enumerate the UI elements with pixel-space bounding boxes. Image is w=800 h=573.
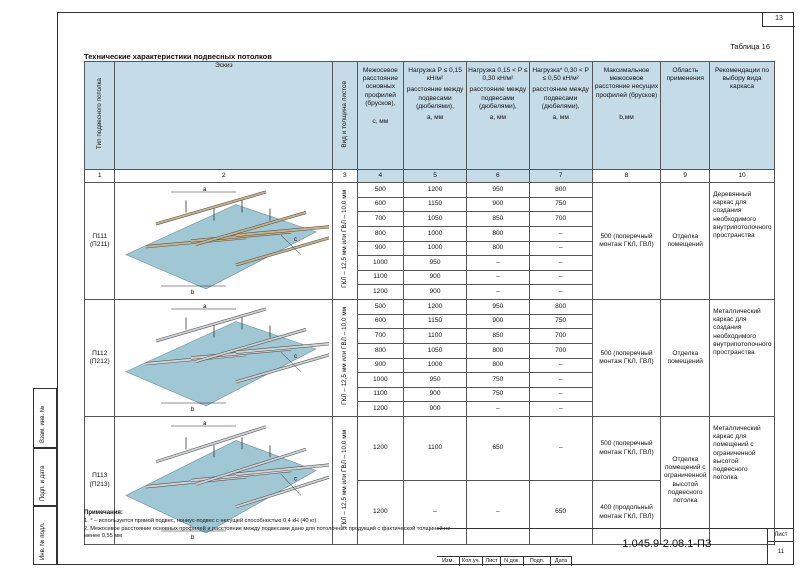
sketch-cell	[115, 183, 333, 300]
value-cell: 900	[357, 241, 404, 256]
value-cell: 1100	[357, 387, 404, 402]
value-cell: 500	[357, 300, 404, 315]
stamp-cell: Дата	[551, 557, 572, 566]
side-box-3	[33, 506, 57, 565]
table-title: Технические характеристики подвесных потолков	[84, 52, 272, 61]
table-number: Таблица 16	[730, 42, 770, 51]
value-cell: 700	[357, 212, 404, 227]
value-cell: 1200	[357, 402, 404, 417]
value-cell: –	[529, 402, 592, 417]
note-2: 2. Межосевое расстояние основных профилей и расстояние между подвесами дано для потолочных продукций с фактической толщиной не менее 0,55 мм	[84, 525, 451, 540]
value-cell: 800	[466, 358, 529, 373]
value-cell: 900	[357, 358, 404, 373]
sheet-cell	[333, 183, 357, 300]
stamp-cell: Изм.	[437, 557, 460, 566]
value-cell: 650	[466, 417, 529, 481]
value-cell: –	[529, 358, 592, 373]
document-code: 1.045.9-2.08.1-ПЗ	[622, 538, 712, 550]
value-cell: 750	[529, 314, 592, 329]
b-value: 400 (продольный монтаж ГКЛ, ГВЛ)	[592, 481, 661, 545]
page-number: 13	[762, 12, 795, 27]
side-label: Подп. и дата	[40, 465, 46, 501]
dim-a-label: a	[203, 187, 207, 193]
value-cell: 800	[357, 226, 404, 241]
b-value: 500 (поперечный монтаж ГКЛ, ГВЛ)	[592, 183, 661, 300]
header-a-unit: а, мм	[489, 114, 507, 122]
value-cell: –	[466, 402, 529, 417]
rec-cell: Металлический каркас для помещений с ограниченной высотой подвесного потолка	[710, 417, 775, 545]
value-cell: 950	[466, 183, 529, 198]
value-cell: 800	[357, 343, 404, 358]
value-cell: 1200	[357, 481, 404, 545]
value-cell: 1000	[404, 226, 467, 241]
b-value: 500 (поперечный монтаж ГКЛ, ГВЛ)	[592, 300, 661, 417]
dim-b-label: b	[191, 407, 195, 413]
value-cell: 700	[529, 343, 592, 358]
stamp-cell: Лист	[483, 557, 501, 566]
sketch-1	[116, 301, 329, 415]
value-cell: 950	[404, 256, 467, 271]
ceiling-type: П111 (П211)	[85, 183, 115, 300]
sheet-cell	[333, 300, 357, 417]
value-cell: 800	[466, 226, 529, 241]
value-cell: –	[466, 285, 529, 300]
sheet-text: ГКЛ – 12,5 мм или ГВЛ – 10,0 мм	[340, 429, 348, 528]
value-cell: 800	[466, 343, 529, 358]
side-label: Взам. инв. №	[40, 405, 46, 443]
rec-cell: Деревянный каркас для создания необходимого внутрипотолочного пространства	[710, 183, 775, 300]
stamp-cells	[437, 556, 572, 566]
header-load3: Нагрузка* 0,30 < P ≤ 0,50 кН/м²	[532, 67, 589, 83]
value-cell: 1000	[357, 256, 404, 271]
value-cell: –	[529, 373, 592, 388]
value-cell: 800	[466, 241, 529, 256]
col-number: 10	[710, 170, 775, 183]
value-cell: 900	[404, 270, 467, 285]
dim-c-label: c	[294, 354, 298, 360]
spec-table	[84, 61, 775, 545]
value-cell: 950	[466, 300, 529, 315]
value-cell: 600	[357, 197, 404, 212]
value-cell: 700	[357, 329, 404, 344]
title-block	[437, 528, 794, 566]
value-cell: –	[529, 387, 592, 402]
dim-a-label: a	[203, 304, 207, 310]
sheet-number: 11	[777, 549, 785, 555]
notes	[84, 509, 454, 541]
value-cell: 1000	[357, 373, 404, 388]
value-cell: 900	[404, 387, 467, 402]
sheet-text: ГКЛ – 12,5 мм или ГВЛ – 10,0 мм	[340, 307, 348, 406]
value-cell: 950	[404, 373, 467, 388]
value-cell: 900	[404, 285, 467, 300]
value-cell: 750	[529, 197, 592, 212]
header-load2: Нагрузка 0,15 < P ≤ 0,30 кН/м²	[468, 67, 528, 83]
dim-a-label: a	[203, 421, 207, 427]
header-rec: Рекомендации по выбору вида каркаса	[715, 67, 770, 91]
value-cell: 1000	[404, 241, 467, 256]
col-number: 1	[85, 170, 115, 183]
value-cell: 750	[466, 387, 529, 402]
value-cell: 500	[357, 183, 404, 198]
value-cell: –	[466, 481, 529, 545]
value-cell: –	[529, 270, 592, 285]
value-cell: –	[466, 256, 529, 271]
side-box-1	[33, 388, 57, 448]
col-number: 4	[357, 170, 404, 183]
group-p112	[85, 300, 775, 417]
header-a-label: расстояние между подвесами (дюбелями),	[406, 86, 464, 110]
ceiling-type: П113 (П213)	[85, 417, 115, 545]
sheet-label: Лист	[768, 529, 794, 542]
header-a-label: расстояние между подвесами (дюбелями),	[532, 86, 589, 110]
stamp-cell: Подп.	[524, 557, 551, 566]
value-cell: –	[466, 270, 529, 285]
dim-b-label: b	[191, 290, 195, 296]
dim-b-label: b	[191, 535, 195, 541]
value-cell: –	[529, 417, 592, 481]
value-cell: 1200	[357, 417, 404, 481]
value-cell: 800	[529, 300, 592, 315]
value-cell: 800	[529, 183, 592, 198]
header-a-unit: а, мм	[426, 114, 444, 122]
header-c: Межосевое расстояние основных профилей (брусков),	[362, 67, 398, 107]
header-area: Область применения	[666, 67, 704, 83]
value-cell: 900	[466, 314, 529, 329]
header-b: Максимальное межосевое расстояние несущих профилей (брусков)	[594, 67, 659, 99]
value-cell: 750	[466, 373, 529, 388]
side-box-2	[33, 448, 57, 506]
side-label: Инв. № подл.	[40, 522, 46, 560]
notes-title: Примечания:	[84, 510, 123, 516]
value-cell: 850	[466, 329, 529, 344]
value-cell: 1200	[357, 285, 404, 300]
value-cell: –	[529, 226, 592, 241]
value-cell: 700	[529, 212, 592, 227]
rec-cell: Металлический каркас для создания необходимого внутрипотолочного пространства	[710, 300, 775, 417]
sketch-cell	[115, 300, 333, 417]
ceiling-type: П112 (П212)	[85, 300, 115, 417]
value-cell: –	[529, 241, 592, 256]
sheet-text: ГКЛ – 12,5 мм или ГВЛ – 10,0 мм	[340, 190, 348, 289]
value-cell: 1050	[404, 212, 467, 227]
col-number: 3	[333, 170, 357, 183]
col-number: 2	[115, 170, 333, 183]
stamp-cell: Кол.уч.	[460, 557, 483, 566]
header-c-unit: с, мм	[372, 118, 389, 126]
value-cell: 700	[529, 329, 592, 344]
value-cell: –	[404, 481, 467, 545]
value-cell: –	[529, 285, 592, 300]
value-cell: 1200	[404, 300, 467, 315]
header-load1: Нагрузка P ≤ 0,15 кН/м²	[408, 67, 462, 83]
col-number: 9	[661, 170, 710, 183]
group-p111	[85, 183, 775, 300]
value-cell: 900	[466, 197, 529, 212]
value-cell: 1150	[404, 314, 467, 329]
value-cell: 1200	[404, 183, 467, 198]
dim-c-label: c	[294, 237, 298, 243]
dim-c-label: c	[294, 476, 298, 483]
col-number: 5	[404, 170, 467, 183]
value-cell: 1100	[357, 270, 404, 285]
area-cell: Отделка помещений	[661, 300, 710, 417]
header-b-unit: b,мм	[619, 113, 634, 121]
stamp-cell: N док.	[501, 557, 524, 566]
note-1: 1. * – используется прямой подвес, нониус-подвес с несущей способностью 0,4 кН (40 кг)	[84, 517, 317, 524]
value-cell: 1050	[404, 343, 467, 358]
area-cell: Отделка помещений с ограниченной высотой подвесного потолка	[661, 417, 710, 545]
header-sketch: Эскиз	[115, 62, 333, 170]
value-cell: 1150	[404, 197, 467, 212]
b-value: 500 (поперечный монтаж ГКЛ, ГВЛ)	[592, 417, 661, 481]
col-number: 8	[592, 170, 661, 183]
area-cell: Отделка помещений	[661, 183, 710, 300]
value-cell: 1100	[404, 417, 467, 481]
sheet-box	[767, 529, 794, 565]
value-cell: 600	[357, 314, 404, 329]
header-type: Тип подвесного потолка	[95, 78, 103, 150]
value-cell: 900	[404, 402, 467, 417]
value-cell: 1100	[404, 329, 467, 344]
sketch-0	[116, 184, 329, 298]
value-cell: –	[529, 256, 592, 271]
header-a-label: расстояние между подвесами (дюбелями),	[469, 86, 527, 110]
value-cell: 850	[466, 212, 529, 227]
value-cell: 1000	[404, 358, 467, 373]
table-row	[85, 417, 775, 481]
col-number: 6	[466, 170, 529, 183]
value-cell: 650	[529, 481, 592, 545]
col-number: 7	[529, 170, 592, 183]
header-sheets: Вид и толщина листов	[340, 80, 348, 148]
header-a-unit: а, мм	[552, 114, 569, 122]
table-row	[85, 183, 775, 198]
table-row	[85, 300, 775, 315]
